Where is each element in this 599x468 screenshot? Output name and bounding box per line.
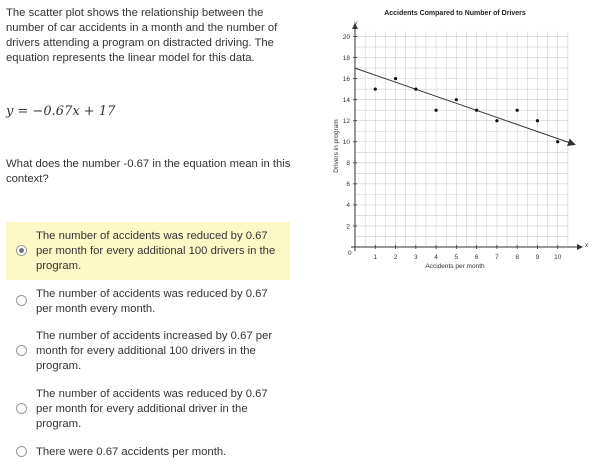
- answer-choice-label: The number of accidents was reduced by 0.67 per month for every additional 100 drivers in the program.: [36, 230, 276, 272]
- answer-choice-label: The number of accidents was reduced by 0.67 per month every month.: [36, 288, 268, 315]
- y-axis-name: y: [354, 20, 358, 27]
- x-axis-label: Accidents per month: [425, 263, 485, 270]
- trend-line: [355, 68, 574, 144]
- y-tick-label: 12: [342, 118, 350, 126]
- y-tick-label: 10: [342, 139, 350, 147]
- y-tick-label: 20: [342, 33, 350, 41]
- chart-grid: [355, 31, 568, 247]
- radio-button[interactable]: [16, 446, 27, 457]
- scatter-chart: [318, 0, 599, 280]
- answer-choice-5[interactable]: [6, 438, 290, 464]
- y-tick-label: 4: [346, 202, 350, 210]
- y-tick-label: 6: [346, 181, 350, 189]
- answer-choice-4[interactable]: [6, 380, 290, 438]
- question-prompt: What does the number -0.67 in the equation mean in this context?: [6, 158, 291, 185]
- data-point: [536, 119, 539, 122]
- y-tick-label: 8: [346, 160, 350, 168]
- y-tick-label: 16: [342, 75, 350, 83]
- origin-label: 0: [348, 250, 352, 257]
- data-point: [556, 140, 559, 143]
- answer-choice-1[interactable]: [6, 222, 290, 280]
- data-point: [475, 109, 478, 112]
- answer-choice-3[interactable]: [6, 322, 290, 380]
- data-point: [516, 109, 519, 112]
- x-tick-label: 9: [535, 254, 540, 261]
- data-point: [374, 88, 377, 91]
- data-point: [455, 98, 458, 101]
- data-point: [394, 77, 397, 80]
- y-axis-label: Drivers in program: [333, 119, 340, 173]
- x-tick-label: 10: [554, 254, 562, 261]
- data-point: [495, 119, 498, 122]
- x-tick-label: 3: [414, 254, 418, 261]
- y-tick-label: 14: [342, 96, 350, 104]
- radio-button[interactable]: [16, 345, 27, 356]
- radio-button[interactable]: [16, 403, 27, 414]
- answer-choice-label: There were 0.67 accidents per month.: [36, 446, 227, 458]
- answer-choice-2[interactable]: [6, 280, 290, 322]
- y-tick-label: 2: [346, 223, 350, 231]
- data-point: [414, 88, 417, 91]
- radio-button[interactable]: [16, 295, 27, 306]
- model-equation: y = −0.67x + 17: [6, 104, 116, 119]
- answer-choices: [6, 222, 290, 464]
- y-tick-label: 18: [342, 54, 350, 62]
- answer-choice-label: The number of accidents was reduced by 0.67 per month for every additional driver in the program.: [36, 388, 268, 430]
- radio-button-selected[interactable]: [16, 245, 27, 256]
- x-tick-label: 2: [393, 254, 398, 261]
- x-tick-label: 6: [474, 254, 479, 261]
- data-point: [434, 109, 437, 112]
- x-tick-label: 7: [495, 254, 499, 261]
- x-axis-name: x: [585, 242, 589, 249]
- question-text: The scatter plot shows the relationship between the number of car accidents in a month and the number of drivers attending a program on distracted driving. The equation represents the linear model for this data.: [6, 7, 278, 64]
- x-tick-label: 1: [373, 254, 378, 261]
- x-tick-label: 5: [454, 254, 459, 261]
- x-tick-label: 4: [434, 254, 438, 261]
- answer-choice-label: The number of accidents increased by 0.67 per month for every additional 100 drivers in the program.: [36, 330, 273, 372]
- chart-title: Accidents Compared to Number of Drivers: [384, 10, 526, 17]
- x-tick-label: 8: [515, 254, 519, 261]
